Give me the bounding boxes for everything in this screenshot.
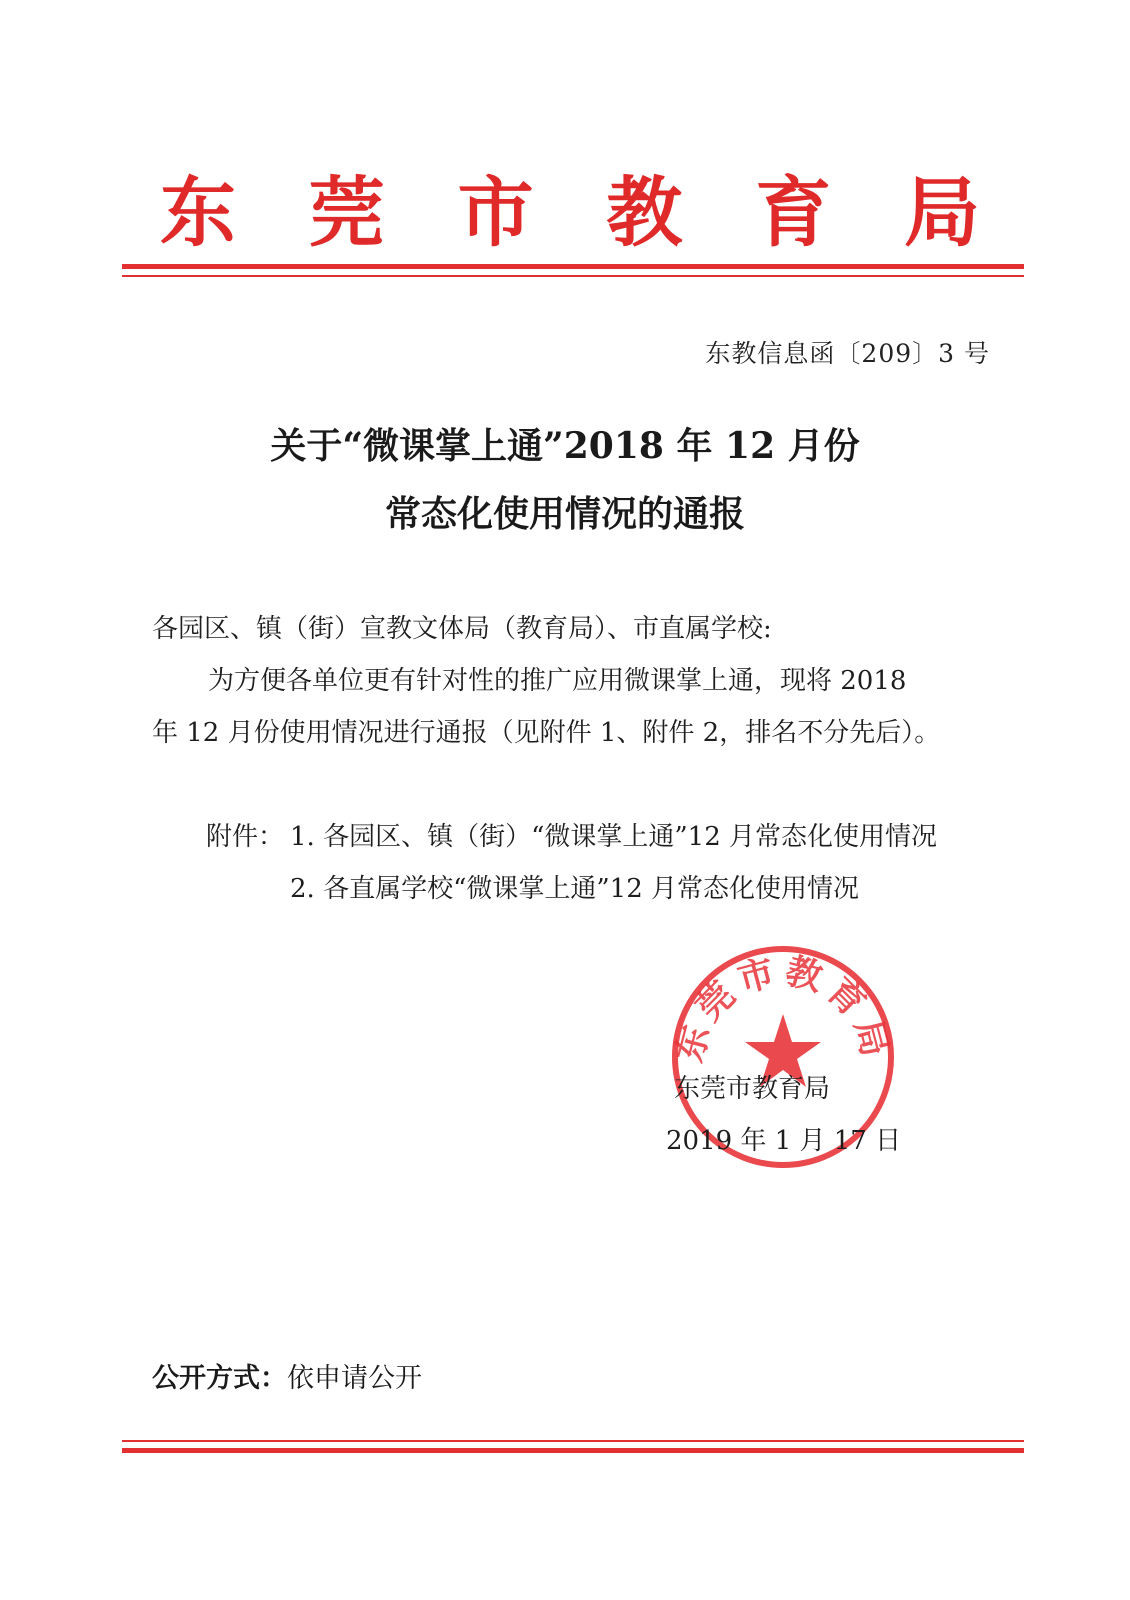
header-divider-thin: [122, 275, 1024, 277]
document-title-line2: 常态化使用情况的通报: [384, 493, 745, 535]
document-title-line1: 关于“微课掌上通”2018 年 12 月份: [270, 425, 860, 467]
footer-divider-thick: [122, 1448, 1024, 1453]
disclosure-value: 依申请公开: [287, 1363, 422, 1394]
header-char: 局: [903, 168, 980, 257]
signature-date: 2019 年 1 月 17 日: [666, 1126, 902, 1156]
header-char: 莞: [308, 168, 385, 257]
attachment-item-1: 1. 各园区、镇（街）“微课掌上通”12 月常态化使用情况: [290, 822, 938, 852]
paragraph-line-1: 为方便各单位更有针对性的推广应用微课掌上通，现将 2018: [208, 666, 907, 696]
header-divider-thick: [122, 264, 1024, 269]
svg-text:东莞市教育局: 东莞市教育局: [669, 950, 897, 1067]
paragraph-line-2: 年 12 月份使用情况进行通报（见附件 1、附件 2，排名不分先后）。: [152, 718, 941, 748]
header-char: 市: [457, 168, 534, 257]
disclosure-label: 公开方式：: [152, 1363, 287, 1394]
attachment-item-2: 2. 各直属学校“微课掌上通”12 月常态化使用情况: [290, 874, 860, 904]
document-number: 东教信息函〔209〕3 号: [705, 339, 990, 368]
signature-organization: 东莞市教育局: [674, 1074, 831, 1104]
attachments-label: 附件：: [206, 822, 285, 852]
agency-header: [160, 168, 980, 258]
disclosure-method: [152, 1356, 422, 1395]
header-char: 育: [755, 168, 832, 257]
header-char: 东: [160, 168, 236, 257]
footer-divider-thin: [122, 1440, 1024, 1442]
salutation: 各园区、镇（街）宣教文体局（教育局）、市直属学校:: [152, 614, 772, 644]
header-char: 教: [606, 168, 683, 257]
